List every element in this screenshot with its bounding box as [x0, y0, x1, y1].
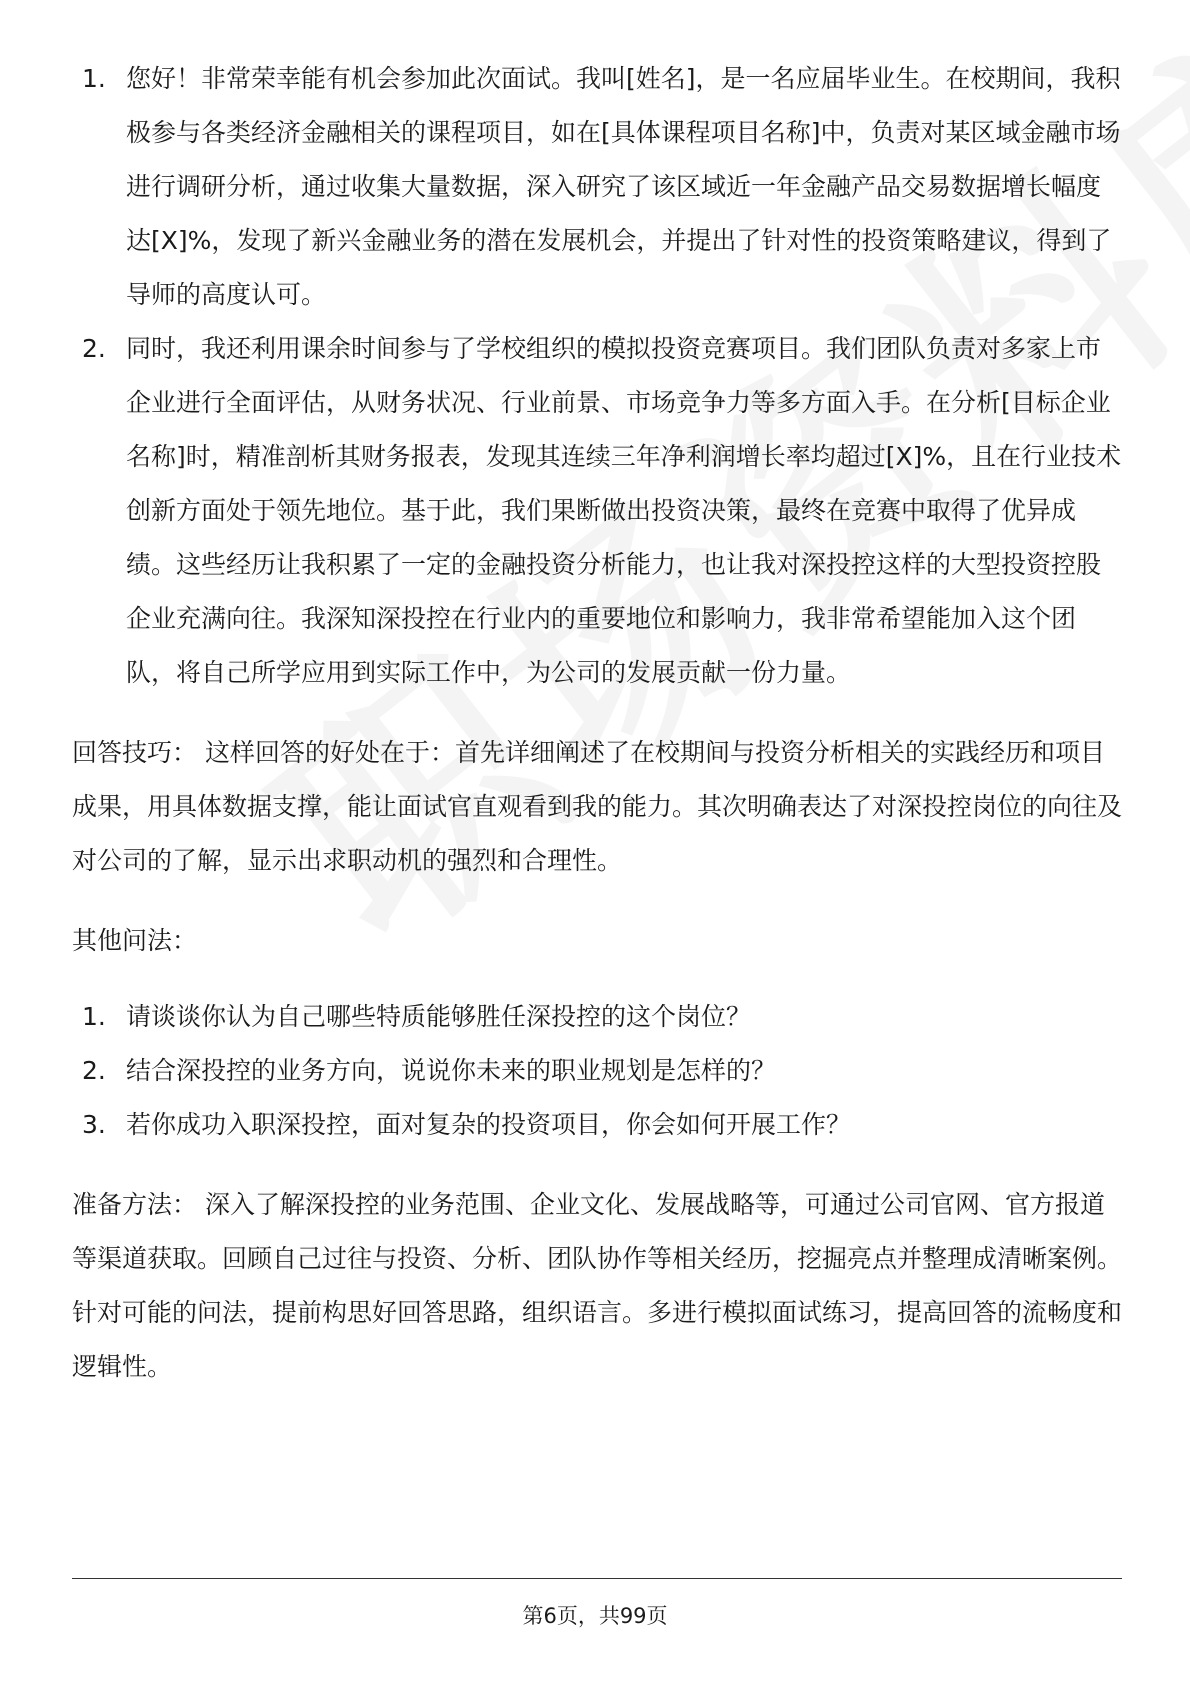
other-questions-list [72, 990, 1122, 1152]
list-number: 1. [82, 64, 106, 93]
list-text: 结合深投控的业务方向，说说你未来的职业规划是怎样的？ [126, 1056, 777, 1085]
list-text: 您好！非常荣幸能有机会参加此次面试。我叫[姓名]，是一名应届毕业生。在校期间，我积极参与各类经济金融相关的课程项目，如在[具体课程项目名称]中，负责对某区域金融市场进行调研分析，通过收集大量数据，深入研究了该区域近一年金融产品交易数据增长幅度达[X]%，发现了新兴金融业务的潜在发展机会，并提出了针对性的投资策略建议，得到了导师的高度认可。 [126, 64, 1121, 309]
preparation-method: 准备方法： 深入了解深投控的业务范围、企业文化、发展战略等，可通过公司官网、官方报道等渠道获取。回顾自己过往与投资、分析、团队协作等相关经历，挖掘亮点并整理成清晰案例。针对可能的问法，提前构思好回答思路，组织语言。多进行模拟面试练习，提高回答的流畅度和逻辑性。 [72, 1190, 1123, 1381]
other-questions-heading: 其他问法： [72, 926, 198, 955]
list-text: 请谈谈你认为自己哪些特质能够胜任深投控的这个岗位？ [126, 1002, 752, 1031]
list-number: 2. [82, 334, 106, 363]
list-item [72, 322, 1122, 700]
footer-divider [72, 1578, 1122, 1579]
list-text: 若你成功入职深投控，面对复杂的投资项目，你会如何开展工作？ [126, 1110, 852, 1139]
answer-tips: 回答技巧： 这样回答的好处在于：首先详细阐述了在校期间与投资分析相关的实践经历和项目成果，用具体数据支撑，能让面试官直观看到我的能力。其次明确表达了对深投控岗位的向往及对公司的了解，显示出求职动机的强烈和合理性。 [72, 738, 1123, 875]
answer-list [72, 52, 1122, 700]
list-number: 3. [82, 1110, 106, 1139]
page-number: 第6页，共99页 [522, 1604, 668, 1628]
list-number: 1. [82, 1002, 106, 1031]
page-content [72, 52, 1122, 1394]
list-item [72, 52, 1122, 322]
list-item [72, 990, 1122, 1044]
list-text: 同时，我还利用课余时间参与了学校组织的模拟投资竞赛项目。我们团队负责对多家上市企业进行全面评估，从财务状况、行业前景、市场竞争力等多方面入手。在分析[目标企业名称]时，精准剖析其财务报表，发现其连续三年净利润增长率均超过[X]%，且在行业技术创新方面处于领先地位。基于此，我们果断做出投资决策，最终在竞赛中取得了优异成绩。这些经历让我积累了一定的金融投资分析能力，也让我对深投控这样的大型投资控股企业充满向往。我深知深投控在行业内的重要地位和影响力，我非常希望能加入这个团队，将自己所学应用到实际工作中，为公司的发展贡献一份力量。 [126, 334, 1122, 687]
list-number: 2. [82, 1056, 106, 1085]
list-item [72, 1098, 1122, 1152]
list-item [72, 1044, 1122, 1098]
